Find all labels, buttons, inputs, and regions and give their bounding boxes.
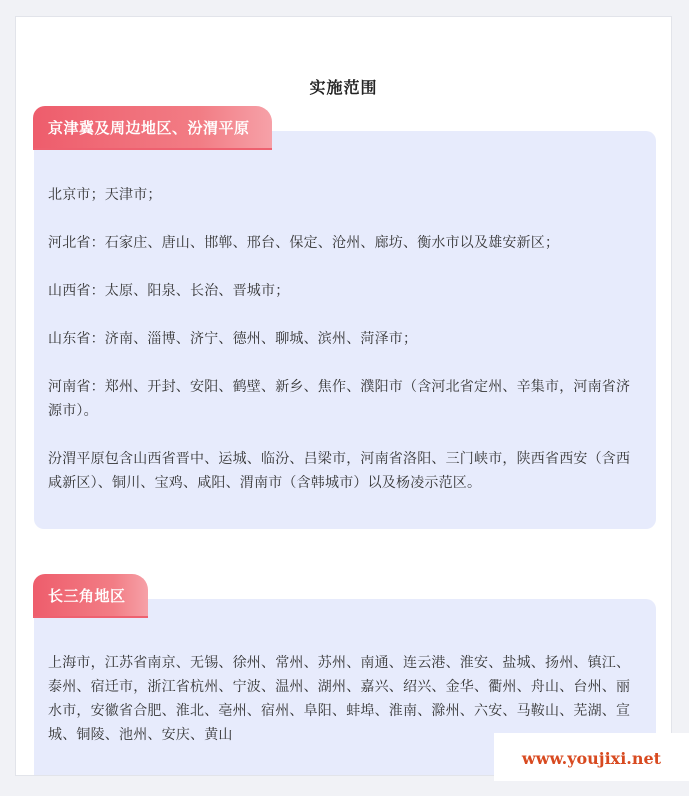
region-paragraph: 山西省：太原、阳泉、长治、晋城市； <box>48 283 290 299</box>
region-paragraph: 北京市；天津市； <box>48 187 162 203</box>
site-watermark: www.youjixi.net <box>494 733 689 781</box>
section-tab-jingjinji: 京津冀及周边地区、汾渭平原 <box>33 106 272 150</box>
region-paragraph: 上海市，江苏省南京、无锡、徐州、常州、苏州、南通、连云港、淮安、盐城、扬州、镇江、泰州、宿迁市，浙江省杭州、宁波、温州、湖州、嘉兴、绍兴、金华、衢州、舟山、台州、丽水市，安徽省合肥、淮北、亳州、宿州、阜阳、蚌埠、淮南、滁州、六安、马鞍山、芜湖、宣城、铜陵、池州、安庆、黄山 <box>48 655 631 743</box>
region-paragraph: 山东省：济南、淄博、济宁、德州、聊城、滨州、菏泽市； <box>48 331 418 347</box>
region-paragraph: 汾渭平原包含山西省晋中、运城、临汾、吕梁市，河南省洛阳、三门峡市，陕西省西安（含西咸新区）、铜川、宝鸡、咸阳、渭南市（含韩城市）以及杨凌示范区。 <box>48 451 631 491</box>
region-paragraph: 河北省：石家庄、唐山、邯郸、邢台、保定、沧州、廊坊、衡水市以及雄安新区； <box>48 235 560 251</box>
content-card <box>15 16 672 776</box>
page-title: 实施范围 <box>309 78 378 97</box>
region-paragraph: 河南省：郑州、开封、安阳、鹤壁、新乡、焦作、濮阳市（含河北省定州、辛集市，河南省济源市）。 <box>48 379 631 419</box>
section-tab-changsanjiao: 长三角地区 <box>33 574 148 618</box>
